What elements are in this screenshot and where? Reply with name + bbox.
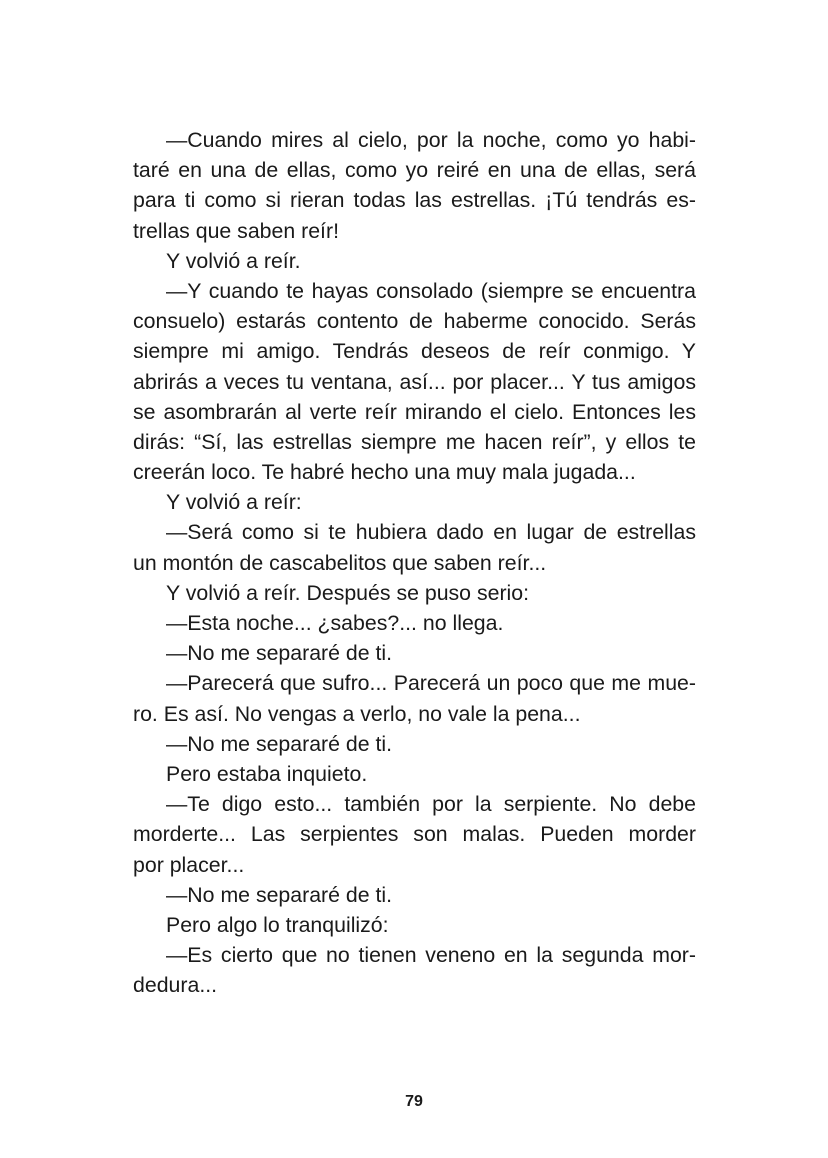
text-line: creerán loco. Te habré hecho una muy mala jugada...	[133, 460, 636, 485]
text-line: —Cuando mires al cielo, por la noche, como yo habi-	[166, 128, 696, 152]
text-line: se asombrarán al verte reír mirando el cielo. Entonces les	[133, 399, 696, 424]
text-line: taré en una de ellas, como yo reiré en una de ellas, será	[133, 158, 696, 183]
text-line: Y volvió a reír:	[166, 490, 302, 515]
text-line: trellas que saben reír!	[133, 218, 339, 243]
text-line: para ti como si rieran todas las estrellas. ¡Tú tendrás es-	[133, 188, 696, 213]
text-line: morderte... Las serpientes son malas. Pueden morder	[133, 822, 696, 847]
text-line: —Parecerá que sufro... Parecerá un poco que me mue-	[166, 671, 696, 696]
text-line: siempre mi amigo. Tendrás deseos de reír conmigo. Y	[133, 339, 696, 364]
text-line: —Esta noche... ¿sabes?... no llega.	[166, 611, 504, 635]
text-line: dedura...	[133, 973, 218, 998]
text-line: —Será como si te hubiera dado en lugar de estrellas	[166, 520, 696, 545]
text-line: dirás: “Sí, las estrellas siempre me hacen reír”, y ellos te	[133, 429, 696, 454]
text-line: un montón de cascabelitos que saben reír...	[133, 550, 547, 575]
text-line: consuelo) estarás contento de haberme conocido. Serás	[133, 309, 696, 334]
text-line: —No me separaré de ti.	[166, 882, 393, 907]
body-text	[133, 125, 696, 1000]
text-line: —Es cierto que no tienen veneno en la segunda mor-	[166, 943, 696, 968]
text-line: Pero algo lo tranquilizó:	[166, 912, 389, 937]
text-line: abrirás a veces tu ventana, así... por placer... Y tus amigos	[133, 369, 696, 394]
page-number: 79	[405, 1093, 423, 1110]
text-line: —Y cuando te hayas consolado (siempre se encuentra	[166, 278, 696, 303]
text-line: Y volvió a reír.	[166, 248, 301, 273]
text-line: Y volvió a reír. Después se puso serio:	[166, 580, 530, 605]
text-line: —No me separaré de ti.	[166, 731, 393, 756]
text-line: por placer...	[133, 852, 245, 877]
text-line: ro. Es así. No vengas a verlo, no vale la pena...	[133, 701, 581, 726]
text-line: —No me separaré de ti.	[166, 641, 393, 666]
text-line: —Te digo esto... también por la serpiente. No debe	[166, 792, 696, 817]
text-line: Pero estaba inquieto.	[166, 761, 368, 786]
